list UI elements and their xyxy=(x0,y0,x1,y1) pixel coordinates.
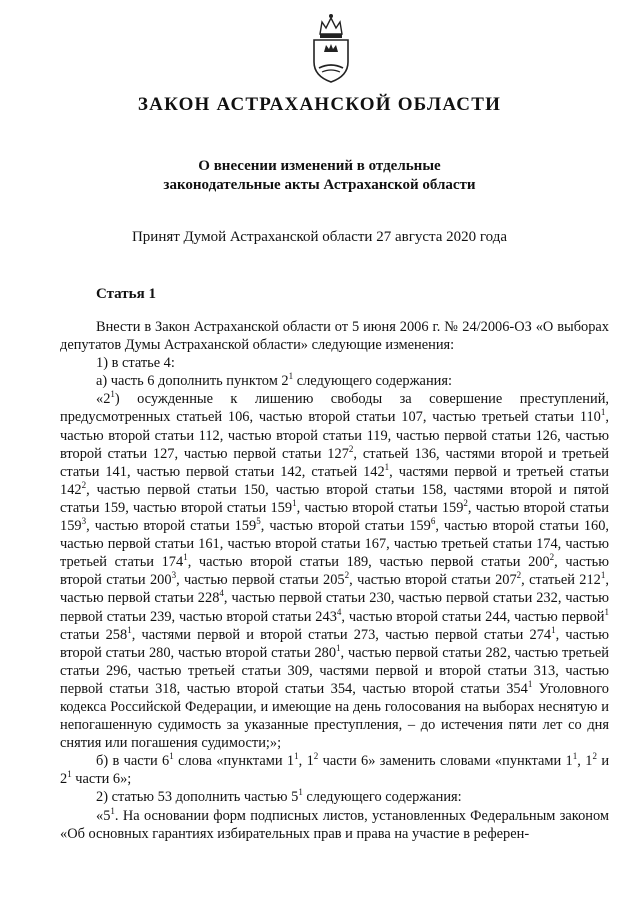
superscript: 2 xyxy=(344,570,350,581)
superscript: 1 xyxy=(288,371,294,382)
paragraph-item-a xyxy=(60,372,609,390)
text-run: , 1 xyxy=(577,753,593,770)
paragraph-inserted-point xyxy=(60,390,609,752)
superscript: 3 xyxy=(171,570,177,581)
superscript: 6 xyxy=(430,516,436,527)
text-run: , частью первой статьи 228 xyxy=(60,572,609,607)
text-run: , частью первой статьи 205 xyxy=(176,572,345,589)
superscript: 1 xyxy=(298,787,303,798)
superscript: 5 xyxy=(256,516,261,527)
subtitle-line-2: законодательные акты Астраханской области xyxy=(163,177,476,193)
paragraph-item-2 xyxy=(60,788,609,806)
superscript: 1 xyxy=(110,805,115,816)
superscript: 2 xyxy=(549,552,555,563)
adoption-note: Принят Думой Астраханской области 27 августа 2020 года xyxy=(131,229,508,245)
text-run: , частью второй статьи 159 xyxy=(260,518,431,535)
superscript: 1 xyxy=(604,606,610,617)
text-run: , частью второй статьи 200 xyxy=(60,554,609,589)
text-run: б) в части 6 xyxy=(96,753,170,770)
superscript: 1 xyxy=(384,461,390,472)
superscript: 1 xyxy=(600,407,606,418)
superscript: 2 xyxy=(348,443,354,454)
text-run: , частью первой статьи 230, частью первой статьи 232, частью первой статьи 239, частью второй статьи 243 xyxy=(60,590,610,625)
text-run: части 6»; xyxy=(71,771,132,788)
text-run: , статьей 136, частями второй и третьей статьи 141, частью первой статьи 142, статьей 142 xyxy=(60,445,609,480)
text-run: , частью второй статьи 159 xyxy=(296,499,464,516)
text-run: «5 xyxy=(96,807,111,824)
paragraph-intro: Внести в Закон Астраханской области от 5 июня 2006 г. № 24/2006-ОЗ «О выборах депутатов Думы Астраханской области» следующие изменения: xyxy=(60,319,609,354)
law-title: ЗАКОН АСТРАХАНСКОЙ ОБЛАСТИ xyxy=(137,94,502,115)
superscript: 1 xyxy=(600,570,606,581)
superscript: 1 xyxy=(110,389,115,400)
paragraph-item-1: 1) в статье 4: xyxy=(96,355,175,372)
text-run: , частью второй статьи 159 xyxy=(86,518,257,535)
text-run: , частью второй статьи 160, частью первой статьи 161, частью второй статьи 167, частью третьей статьи 174, частью третьей статьи 174 xyxy=(60,518,610,571)
text-run: 2) статью 53 дополнить частью 5 xyxy=(96,789,299,806)
text-run: , частью первой статьи 150, частью второй статьи 158, частями второй и пятой статьи 159, частью второй статьи 159 xyxy=(60,481,609,516)
text-run: . На основании форм подписных листов, установленных Федеральным законом «Об основных гарантиях избирательных прав и права на участие в референ- xyxy=(60,807,609,842)
superscript: 2 xyxy=(463,498,468,509)
paragraph-inserted-part xyxy=(60,807,609,843)
text-run: а) часть 6 дополнить пунктом 2 xyxy=(96,373,289,390)
superscript: 2 xyxy=(81,480,87,491)
text-run: «2 xyxy=(96,391,111,408)
superscript: 1 xyxy=(294,751,299,762)
text-run: слова «пунктами 1 xyxy=(173,753,295,770)
text-run: , частью второй статьи 189, частью первой статьи 200 xyxy=(187,554,550,571)
astrakhan-coat-of-arms-icon xyxy=(302,12,360,84)
superscript: 1 xyxy=(67,769,72,780)
superscript: 1 xyxy=(336,642,341,653)
text-run: ) осужденные к лишению свободы за совершение преступлений, предусмотренных статьей 106, частью второй статьи 107, частью третьей статьи 110 xyxy=(60,391,609,426)
superscript: 1 xyxy=(183,552,188,563)
text-run: , частью второй статьи 112, частью второй статьи 119, частью первой статьи 126, частью второй статьи 127, частью первой статьи 127 xyxy=(60,409,609,462)
text-run: , частью второй статьи 244, частью первой xyxy=(341,608,605,625)
text-run: , частью второй статьи 207 xyxy=(349,572,517,589)
superscript: 2 xyxy=(516,570,522,581)
superscript: 1 xyxy=(127,624,132,635)
article-heading: Статья 1 xyxy=(96,286,156,302)
superscript: 2 xyxy=(313,751,319,762)
paragraph-item-b xyxy=(60,752,609,788)
text-run: статьи 258 xyxy=(60,626,128,643)
superscript: 3 xyxy=(81,516,87,527)
text-run: следующего содержания: xyxy=(293,373,452,390)
superscript: 4 xyxy=(219,588,224,599)
superscript: 2 xyxy=(592,751,597,762)
article-body xyxy=(60,318,609,843)
superscript: 1 xyxy=(572,751,578,762)
text-run: , статьей 212 xyxy=(521,572,601,589)
law-subtitle xyxy=(0,157,639,195)
superscript: 1 xyxy=(169,751,174,762)
text-run: , частями первой и второй статьи 273, частью первой статьи 274 xyxy=(131,626,552,643)
text-run: части 6» заменить словами «пунктами 1 xyxy=(318,753,573,770)
text-run: следующего содержания: xyxy=(302,789,462,806)
superscript: 1 xyxy=(292,498,297,509)
text-run: , частями первой и третьей статьи 142 xyxy=(60,463,609,498)
subtitle-line-1: О внесении изменений в отдельные xyxy=(198,158,441,174)
text-run: и 2 xyxy=(60,753,610,788)
text-run: , частью второй статьи 159 xyxy=(60,499,609,535)
text-run: , 1 xyxy=(298,753,314,770)
text-run: , частью второй статьи 280, частью второй статьи 280 xyxy=(60,626,609,661)
superscript: 4 xyxy=(336,606,342,617)
superscript: 1 xyxy=(551,624,556,635)
text-run: , частью первой статьи 282, частью третьей статьи 296, частью третьей статьи 309, частями первой и второй статьи 313, частью первой статьи 318, частью второй статьи 354, частью второй статьи 354 xyxy=(60,644,609,697)
superscript: 1 xyxy=(527,679,533,690)
text-run: Уголовного кодекса Российской Федерации, и имеющие на день голосования на выборах неснятую и непогашенную судимость за указанные преступления, – до истечения пяти лет со дня снятия или погашения судимости;»; xyxy=(60,680,609,752)
